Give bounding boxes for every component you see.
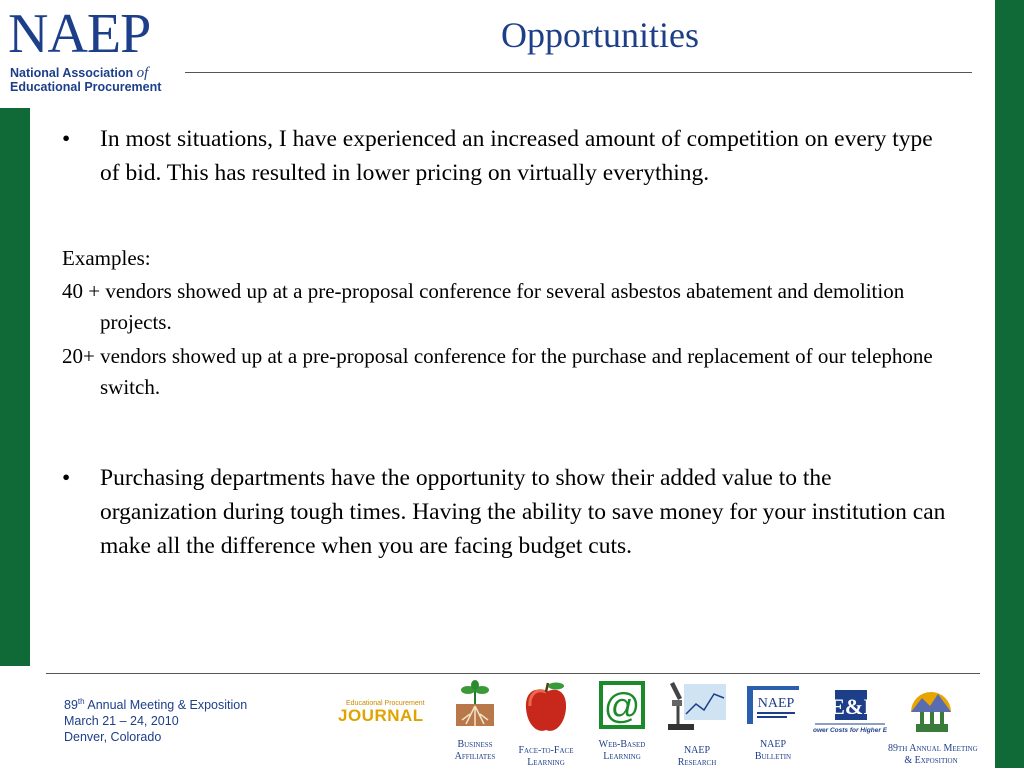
business-affiliates-label xyxy=(448,739,502,763)
annual-meeting-icon xyxy=(906,682,956,736)
event-location: Denver, Colorado xyxy=(64,730,162,744)
example-item-2: 20+ vendors showed up at a pre-proposal conference for the purchase and replacement of our telephone switch. xyxy=(62,344,933,399)
web-based-learning-link[interactable] xyxy=(590,680,654,763)
label-line: NAEP xyxy=(683,745,711,756)
naep-research-link[interactable] xyxy=(664,680,730,769)
naep-bulletin-link[interactable] xyxy=(740,680,806,763)
naep-logo xyxy=(8,3,178,98)
label-line: NAEP xyxy=(759,739,787,750)
svg-text:@: @ xyxy=(603,685,641,726)
bullet-marker: • xyxy=(62,126,71,152)
naep-bulletin-label xyxy=(740,739,806,763)
title-divider xyxy=(185,72,972,73)
examples-heading: Examples: xyxy=(62,246,151,270)
bulletin-icon xyxy=(743,680,803,730)
business-affiliates-link[interactable] xyxy=(448,680,502,763)
label-line: Face-to-Face xyxy=(518,745,574,756)
seedling-icon xyxy=(452,680,498,730)
e-and-i-logo-icon xyxy=(813,688,887,734)
footer-divider xyxy=(46,673,980,674)
face-to-face-learning-label xyxy=(510,745,582,769)
e-and-i-caption: Lower Costs for Higher Ed xyxy=(813,727,887,734)
at-sign-icon xyxy=(598,680,646,730)
logo-line-2: Educational Procurement xyxy=(10,80,162,94)
label-line: Business xyxy=(457,739,493,750)
e-and-i-logo-text: E&I xyxy=(830,694,872,719)
event-title xyxy=(64,697,247,713)
bullet-marker: • xyxy=(62,465,71,491)
bullet-text-2: Purchasing departments have the opportunity to show their added value to the organization during tough times. Having the ability to save money for your institution can make all the difference when you are facing budget cuts. xyxy=(100,465,946,559)
bullet-item-2 xyxy=(62,461,952,563)
label-line: & Exposition xyxy=(904,755,958,766)
event-dates: March 21 – 24, 2010 xyxy=(64,714,179,728)
right-green-bar xyxy=(995,0,1024,768)
microscope-icon xyxy=(666,680,728,736)
bullet-text-1: In most situations, I have experienced an increased amount of competition on every type of bid. This has resulted in lower pricing on virtually everything. xyxy=(100,126,933,186)
logo-line-1-text: National Association xyxy=(10,66,137,80)
annual-meeting-link[interactable] xyxy=(888,682,978,767)
e-and-i-link[interactable] xyxy=(812,688,888,739)
left-green-bar xyxy=(0,108,30,666)
logo-line-1 xyxy=(10,66,148,80)
logo-wordmark: NAEP xyxy=(8,3,151,65)
event-title-text: Annual Meeting & Exposition xyxy=(84,698,248,712)
label-line: Research xyxy=(677,757,717,768)
example-item-1: 40 + vendors showed up at a pre-proposal conference for several asbestos abatement and demolition projects. xyxy=(62,279,905,334)
event-number: 89 xyxy=(64,698,78,712)
label-line: Learning xyxy=(527,757,565,768)
label-line: 89th Annual Meeting xyxy=(888,743,978,754)
bulletin-logo-text: NAEP xyxy=(757,696,795,711)
logo-line-1-of: of xyxy=(136,65,149,81)
naep-research-label xyxy=(664,745,730,769)
event-number-suffix: th xyxy=(77,696,85,706)
label-line: Learning xyxy=(603,751,641,762)
face-to-face-learning-link[interactable] xyxy=(510,680,582,769)
bullet-item-1 xyxy=(62,122,952,190)
slide-title: Opportunities xyxy=(501,15,699,55)
journal-link[interactable] xyxy=(338,700,434,725)
web-based-learning-label xyxy=(590,739,654,763)
journal-wordmark: JOURNAL xyxy=(338,706,424,725)
journal-kicker: Educational Procurement xyxy=(346,700,425,707)
annual-meeting-label xyxy=(888,743,978,767)
event-info xyxy=(64,697,247,745)
label-line: Web-Based xyxy=(598,739,646,750)
slide-body xyxy=(62,122,952,563)
label-line: Affiliates xyxy=(454,751,496,762)
apple-icon xyxy=(519,680,573,736)
label-line: Bulletin xyxy=(754,751,792,762)
